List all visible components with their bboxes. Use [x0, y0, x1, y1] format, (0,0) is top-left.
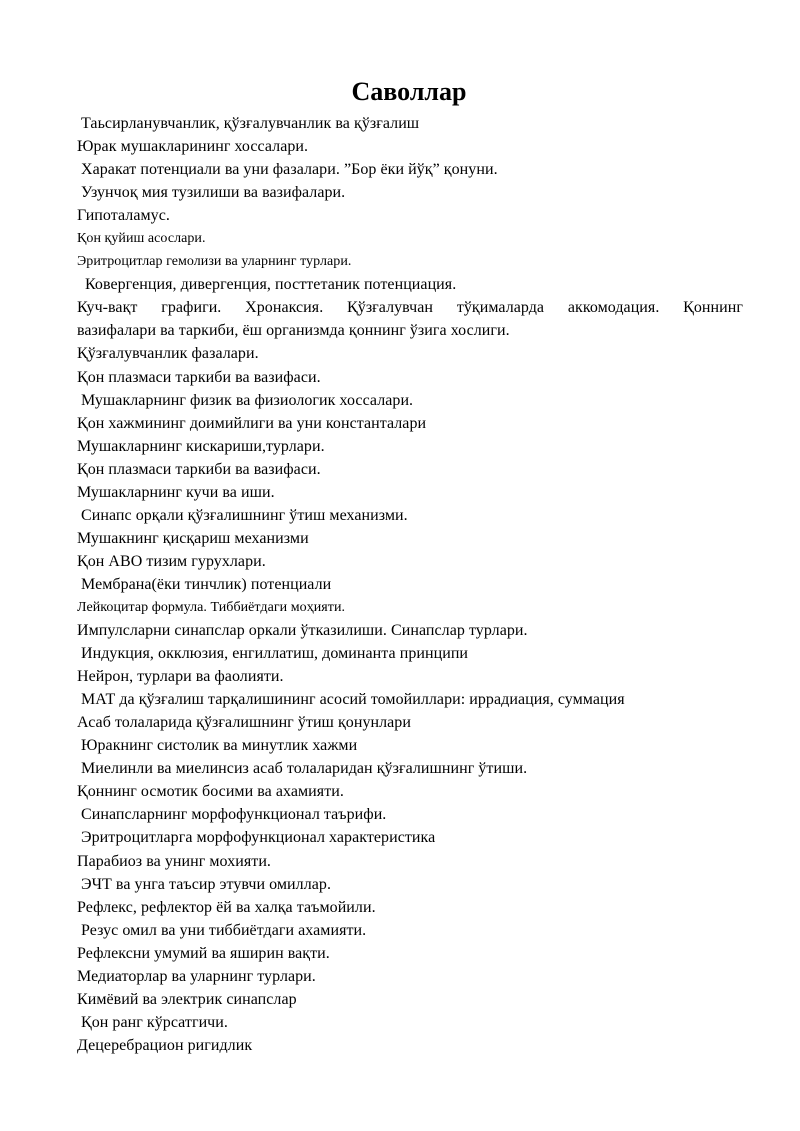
- question-item: Мембрана(ёки тинчлик) потенциали: [81, 575, 332, 593]
- question-item: Юрак мушакларининг хоссалари.: [77, 138, 309, 156]
- question-item: Эритроцитлар гемолизи ва уларнинг турлари.: [77, 254, 352, 270]
- question-item: Қўзғалувчанлик фазалари.: [77, 345, 259, 363]
- question-item: Ковергенция, дивергенция, посттетаник потенциация.: [85, 276, 457, 294]
- question-item: Парабиоз ва унинг мохияти.: [77, 852, 271, 870]
- question-item: Синапс орқали қўзғалишнинг ўтиш механизми.: [81, 506, 408, 524]
- question-item: Қон хажмининг доимийлиги ва уни константалари: [77, 414, 427, 432]
- questions-list: [77, 112, 743, 1057]
- page-title: Саволлар: [351, 77, 467, 106]
- question-item: Резус омил ва уни тиббиётдаги ахамияти.: [81, 921, 367, 939]
- question-item: Қон плазмаси таркиби ва вазифаси.: [77, 460, 321, 478]
- question-item: Нейрон, турлари ва фаолияти.: [77, 668, 284, 686]
- question-item: Асаб толаларида қўзғалишнинг ўтиш қонунлари: [77, 714, 411, 732]
- question-item: Лейкоцитар формула. Тиббиётдаги моҳияти.: [77, 599, 346, 615]
- question-item: Импулсларни синапслар оркали ўтказилиши. Синапслар турлари.: [77, 622, 528, 640]
- question-item: МАТ да қўзғалиш тарқалишининг асосий томойиллари: иррадиация, суммация: [81, 691, 625, 709]
- question-item: Қон плазмаси таркиби ва вазифаси.: [77, 368, 321, 386]
- question-item: Мушакларнинг физик ва физиологик хоссалари.: [81, 391, 414, 409]
- question-item: Рефлексни умумий ва яширин вақти.: [77, 944, 330, 962]
- question-item: Кимёвий ва электрик синапслар: [77, 990, 297, 1008]
- question-item: Таьсирланувчанлик, қўзғалувчанлик ва қўзғалиш: [81, 115, 420, 132]
- question-item: Синапсларнинг морфофункционал таърифи.: [81, 806, 387, 824]
- question-item: Куч-вақт графиги. Хронаксия. Қўзғалувчан тўқималарда аккомодация. Қоннинг: [77, 299, 743, 317]
- question-item: ЭЧТ ва унга таъсир этувчи омиллар.: [81, 875, 331, 893]
- question-item: Миелинли ва миелинсиз асаб толаларидан қўзғалишнинг ўтиши.: [81, 760, 528, 778]
- question-item: Юракнинг систолик ва минутлик хажми: [81, 737, 358, 755]
- question-item: Қон қуйиш асослари.: [77, 231, 206, 247]
- question-item: Қон ранг кўрсатгичи.: [81, 1013, 228, 1031]
- question-item: Рефлекс, рефлектор ёй ва халқа таъмойили.: [77, 898, 376, 916]
- question-item: Индукция, окклюзия, енгиллатиш, доминанта принципи: [81, 645, 469, 663]
- question-item: Мушакларнинг кискариши,турлари.: [77, 437, 325, 455]
- question-item: Қоннинг осмотик босими ва ахамияти.: [77, 783, 344, 801]
- question-item-continuation: вазифалари ва таркиби, ёш организмда қоннинг ўзига хослиги.: [77, 322, 510, 340]
- question-item: Харакат потенциали ва уни фазалари. ”Бор ёки йўқ” қонуни.: [81, 161, 498, 179]
- question-item: Медиаторлар ва уларнинг турлари.: [77, 967, 316, 985]
- question-item: Гипоталамус.: [77, 207, 170, 225]
- question-item: Қон АВО тизим гурухлари.: [77, 552, 266, 570]
- question-item: Узунчоқ мия тузилиши ва вазифалари.: [81, 184, 346, 202]
- question-item: Мушакнинг қисқариш механизми: [77, 529, 309, 547]
- question-item: Мушакларнинг кучи ва иши.: [77, 483, 275, 501]
- question-item: Децеребрацион ригидлик: [77, 1036, 253, 1054]
- question-item: Эритроцитларга морфофункционал характеристика: [81, 829, 436, 847]
